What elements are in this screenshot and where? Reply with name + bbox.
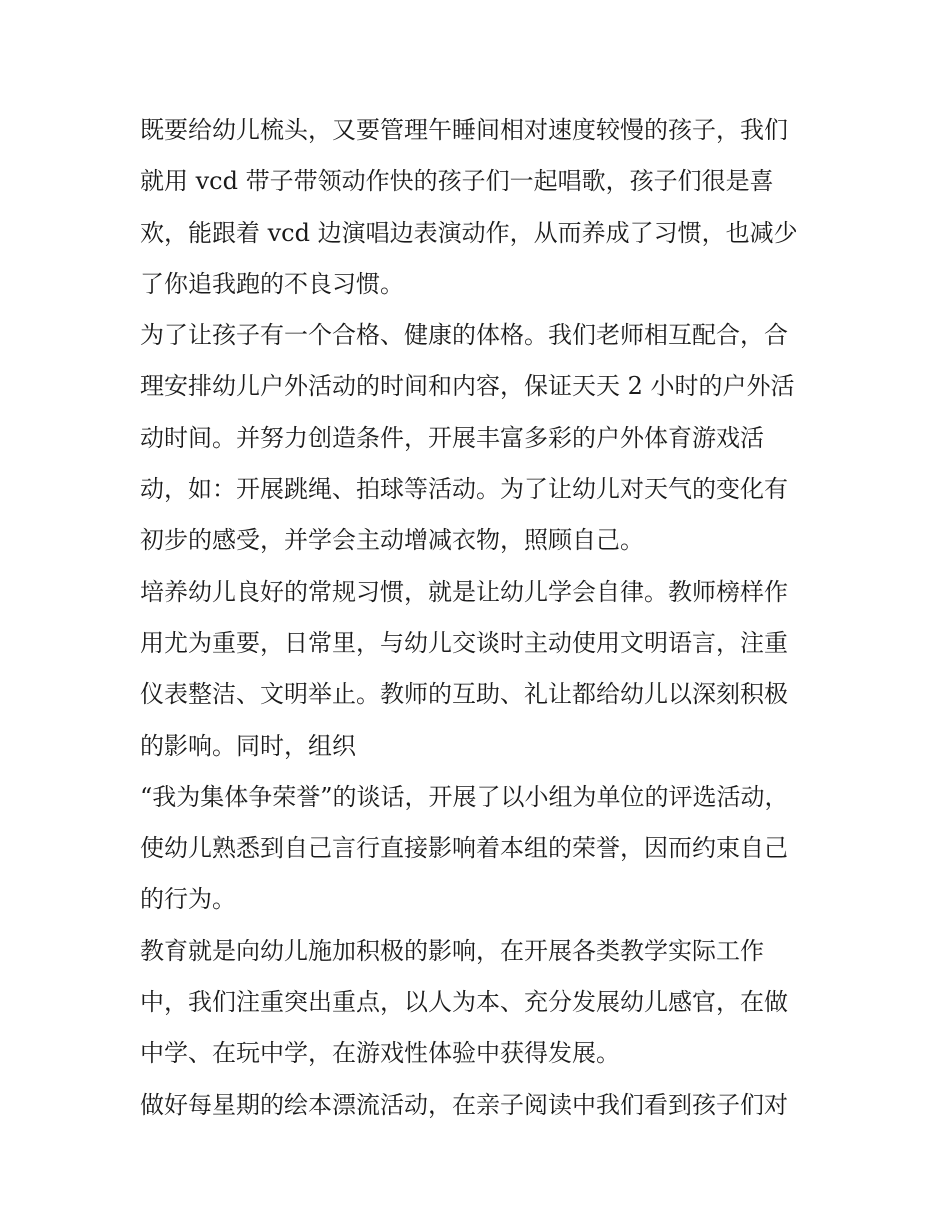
text-line: 中学、在玩中学，在游戏性体验中获得发展。 [140, 1039, 620, 1068]
text-line: 动，如：开展跳绳、拍球等活动。为了让幼儿对天气的变化有 [140, 475, 788, 504]
text-line: 用尤为重要，日常里，与幼儿交谈时主动使用文明语言，注重 [140, 628, 788, 657]
body-text [140, 105, 820, 1131]
text-line: 教育就是向幼儿施加积极的影响，在开展各类教学实际工作 [140, 936, 764, 965]
text-line: 动时间。并努力创造条件，开展丰富多彩的户外体育游戏活 [140, 423, 764, 452]
text-line: 做好每星期的绘本漂流活动，在亲子阅读中我们看到孩子们对 [140, 1090, 788, 1119]
text-line: 中，我们注重突出重点，以人为本、充分发展幼儿感官，在做 [140, 988, 788, 1017]
text-line: 使幼儿熟悉到自己言行直接影响着本组的荣誉，因而约束自己 [140, 834, 788, 863]
text-line: 理安排幼儿户外活动的时间和内容，保证天天 2 小时的户外活 [140, 372, 795, 401]
text-line: 培养幼儿良好的常规习惯，就是让幼儿学会自律。教师榜样作 [140, 577, 788, 606]
text-line: 初步的感受，并学会主动增减衣物，照顾自己。 [140, 526, 644, 555]
text-line: 为了让孩子有一个合格、健康的体格。我们老师相互配合，合 [140, 321, 788, 350]
text-line: 既要给幼儿梳头，又要管理午睡间相对速度较慢的孩子，我们 [140, 116, 788, 144]
text-line: 仪表整洁、文明举止。教师的互助、礼让都给幼儿以深刻积极 [140, 680, 788, 709]
text-line: 就用 vcd 带子带领动作快的孩子们一起唱歌，孩子们很是喜 [140, 167, 774, 196]
text-line: 欢，能跟着 vcd 边演唱边表演动作，从而养成了习惯，也减少 [140, 218, 798, 247]
text-line: 的行为。 [140, 885, 236, 914]
text-line: “我为集体争荣誉”的谈话，开展了以小组为单位的评选活动， [140, 782, 789, 811]
text-line: 的影响。同时，组织 [140, 731, 356, 760]
text-line: 了你追我跑的不良习惯。 [140, 269, 404, 298]
